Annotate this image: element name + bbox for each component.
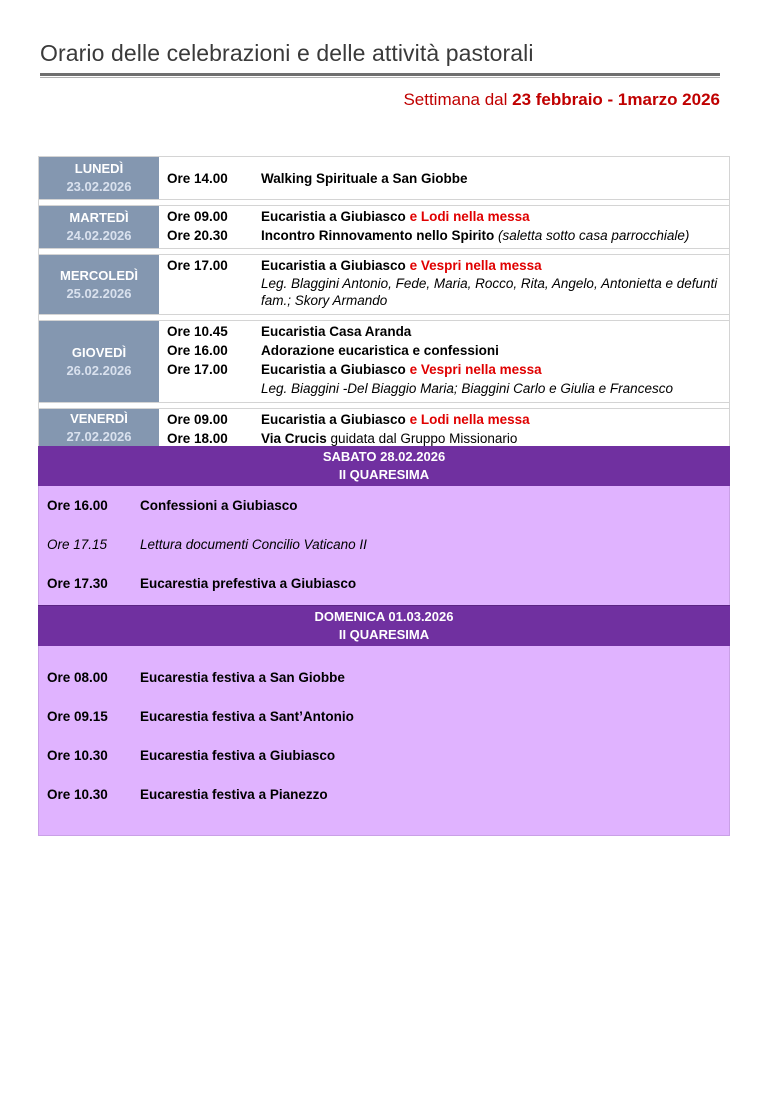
- saturday-row: Ore 16.00 Confessioni a Giubiasco: [47, 498, 298, 513]
- title-rule-thin: [40, 77, 720, 78]
- title-rule: [40, 73, 720, 76]
- event-row: Ore 09.00 Eucaristia a Giubiasco e Lodi nella messa: [167, 209, 530, 224]
- saturday-row: Ore 17.15 Lettura documenti Concilio Vaticano II: [47, 537, 367, 552]
- day-name: MERCOLEDÌ: [60, 267, 138, 283]
- day-cell: [39, 321, 159, 402]
- page-title: Orario delle celebrazioni e delle attività pastorali: [40, 40, 534, 66]
- day-block-friday: [38, 408, 730, 446]
- event-row: Ore 16.00 Adorazione eucaristica e confessioni: [167, 343, 499, 358]
- saturday-header: SABATO 28.02.2026 II QUARESIMA: [38, 446, 730, 486]
- day-block-monday: [38, 156, 730, 199]
- saturday-body: [38, 486, 730, 605]
- event-row: Ore 18.00 Via Crucis guidata dal Gruppo Missionario: [167, 431, 518, 446]
- sunday-body: [38, 646, 730, 836]
- day-cell: [39, 409, 159, 446]
- day-name: LUNEDÌ: [74, 161, 124, 176]
- day-cell: [39, 255, 159, 314]
- sunday-row: Ore 09.15 Eucarestia festiva a Sant’Antonio: [47, 709, 354, 724]
- sunday-header: DOMENICA 01.03.2026 II QUARESIMA: [38, 605, 730, 646]
- event-row: Ore 20.30 Incontro Rinnovamento nello Spirito (saletta sotto casa parrocchiale): [167, 228, 690, 243]
- event-row: Ore 17.00 Eucaristia a Giubiasco e Vespri nella messa: [167, 258, 542, 273]
- day-name: VENERDÌ: [70, 410, 128, 426]
- event-row: Ore 10.45 Eucaristia Casa Aranda: [167, 324, 412, 339]
- week-range: Settimana dal 23 febbraio - 1marzo 2026: [403, 90, 720, 109]
- day-cell: [39, 206, 159, 248]
- day-date: 25.02.2026: [66, 285, 132, 301]
- event-row: Ore 17.00 Eucaristia a Giubiasco e Vespri nella messa: [167, 362, 542, 377]
- event-note-row: Leg. Blaggini Antonio, Fede, Maria, Rocco, Rita, Angelo, Antonietta e defunti fam.; Skory Armando: [261, 276, 718, 308]
- day-date: 23.02.2026: [66, 179, 132, 194]
- event-row: Ore 09.00 Eucaristia a Giubiasco e Lodi nella messa: [167, 412, 530, 427]
- day-cell: [39, 157, 159, 199]
- schedule-table: [38, 156, 730, 836]
- sunday-row: Ore 10.30 Eucarestia festiva a Pianezzo: [47, 787, 328, 802]
- day-name: MARTEDÌ: [69, 210, 129, 225]
- day-date: 24.02.2026: [66, 228, 132, 243]
- day-block-wednesday: [38, 254, 730, 314]
- day-date: 26.02.2026: [66, 362, 132, 378]
- saturday-row: Ore 17.30 Eucarestia prefestiva a Giubiasco: [47, 576, 357, 591]
- event-row: Ore 14.00 Walking Spirituale a San Giobbe: [167, 171, 468, 186]
- day-name: GIOVEDÌ: [71, 344, 127, 360]
- sunday-row: Ore 08.00 Eucarestia festiva a San Giobbe: [47, 670, 345, 685]
- event-note-row: Leg. Biaggini -Del Biaggio Maria; Biaggini Carlo e Giulia e Francesco: [261, 381, 673, 396]
- day-date: 27.02.2026: [66, 428, 132, 444]
- day-block-tuesday: [38, 205, 730, 248]
- sunday-row: Ore 10.30 Eucarestia festiva a Giubiasco: [47, 748, 336, 763]
- day-block-thursday: [38, 320, 730, 402]
